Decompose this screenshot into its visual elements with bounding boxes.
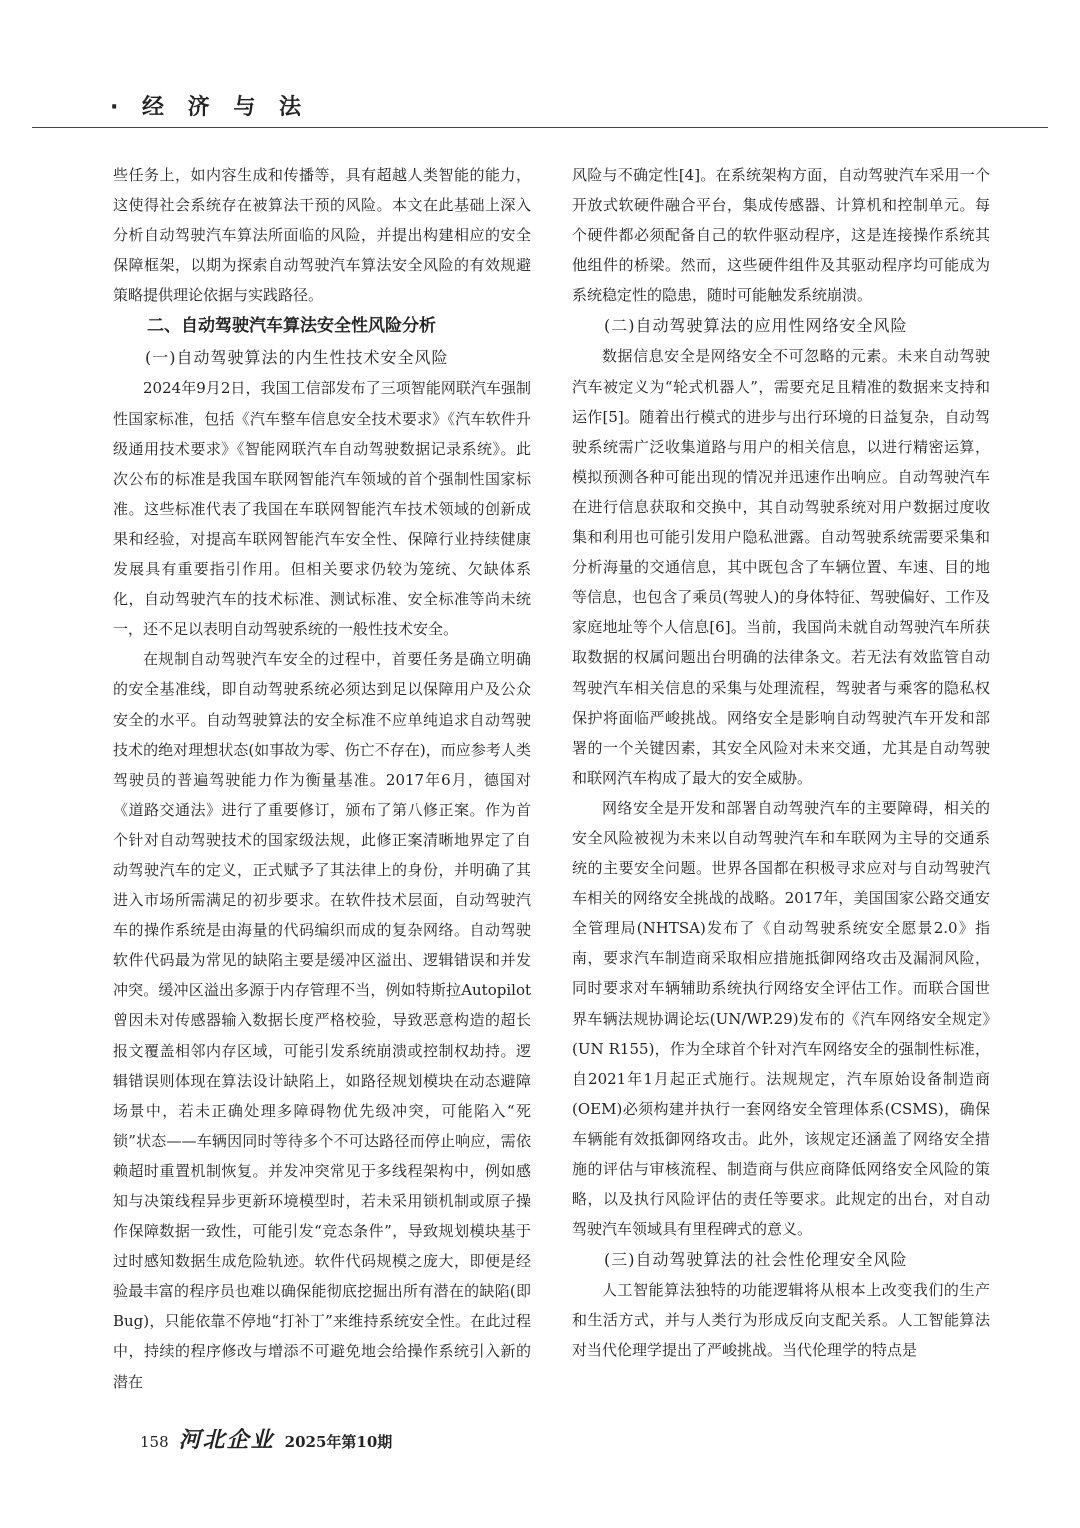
section-header: · 经 济 与 法 [110,95,309,120]
paragraph: 人工智能算法独特的功能逻辑将从根本上改变我们的生产和生活方式，并与人类行为形成反向支配关系。人工智能算法对当代伦理学提出了严峻挑战。当代伦理学的特点是 [572,1281,990,1360]
page-footer [140,1423,392,1454]
paragraph: 些任务上，如内容生成和传播等，具有超越人类智能的能力，这使得社会系统存在被算法干预的风险。本文在此基础上深入分析自动驾驶汽车算法所面临的风险，并提出构建相应的安全保障框架，以期为探索自动驾驶汽车算法安全风险的有效规避策略提供理论依据与实践路径。 [113,166,531,305]
journal-name: 河北企业 [178,1427,275,1453]
issue-label: 2025年第10期 [284,1433,393,1451]
subsection-heading: (二)自动驾驶算法的应用性网络安全风险 [604,316,908,336]
paragraph: 风险与不确定性[4]。在系统架构方面，自动驾驶汽车采用一个开放式软硬件融合平台，集成传感器、计算机和控制单元。每个硬件都必须配备自己的软件驱动程序，这是连接操作系统其他组件的桥梁。然而，这些硬件组件及其驱动程序均可能成为系统稳定性的隐患，随时可能触发系统崩溃。 [572,166,990,305]
section-heading: 二、自动驾驶汽车算法安全性风险分析 [147,316,436,337]
page-number: 158 [140,1433,169,1451]
paragraph: 在规制自动驾驶汽车安全的过程中，首要任务是确立明确的安全基准线，即自动驾驶系统必须达到足以保障用户及公众安全的水平。自动驾驶算法的安全标准不应单纯追求自动驾驶技术的绝对理想状态(如事故为零、伤亡不存在)，而应参考人类驾驶员的普遍驾驶能力作为衡量基准。2017年6月，德国对《道路交通法》进行了重要修订，颁布了第八修正案。作为首个针对自动驾驶技术的国家级法规，此修正案清晰地界定了自动驾驶汽车的定义，正式赋予了其法律上的身份，并明确了其进入市场所需满足的初步要求。在软件技术层面，自动驾驶汽车的操作系统是由海量的代码编织而成的复杂网络。自动驾驶软件代码最为常见的缺陷主要是缓冲区溢出、逻辑错误和并发冲突。缓冲区溢出多源于内存管理不当，例如特斯拉Autopilot曾因未对传感器输入数据长度严格校验，导致恶意构造的超长报文覆盖相邻内存区域，可能引发系统崩溃或控制权劫持。逻辑错误则体现在算法设计缺陷上，如路径规划模块在动态避障场景中，若未正确处理多障碍物优先级冲突，可能陷入“死锁”状态——车辆因同时等待多个不可达路径而停止响应，需依赖超时重置机制恢复。并发冲突常见于多线程架构中，例如感知与决策线程异步更新环境模型时，若未采用锁机制或原子操作保障数据一致性，可能引发“竞态条件”，导致规划模块基于过时感知数据生成危险轨迹。软件代码规模之庞大，即便是经验最丰富的程序员也难以确保能彻底挖掘出所有潜在的缺陷(即Bug)，只能依靠不停地“打补丁”来维持系统安全性。在此过程中，持续的程序修改与增添不可避免地会给操作系统引入新的潜在 [113,650,531,1391]
header-rule [32,127,1048,128]
paragraph: 网络安全是开发和部署自动驾驶汽车的主要障碍，相关的安全风险被视为未来以自动驾驶汽车和车联网为主导的交通系统的主要安全问题。世界各国都在积极寻求应对与自动驾驶汽车相关的网络安全挑战的战略。2017年，美国国家公路交通安全管理局(NHTSA)发布了《自动驾驶系统安全愿景2.0》指南，要求汽车制造商采取相应措施抵御网络攻击及漏洞风险，同时要求对车辆辅助系统执行网络安全评估工作。而联合国世界车辆法规协调论坛(UN/WP.29)发布的《汽车网络安全规定》(UN R155)，作为全球首个针对汽车网络安全的强制性标准，自2021年1月起正式施行。法规规定，汽车原始设备制造商(OEM)必须构建并执行一套网络安全管理体系(CSMS)，确保车辆能有效抵御网络攻击。此外，该规定还涵盖了网络安全措施的评估与审核流程、制造商与供应商降低网络安全风险的策略，以及执行风险评估的责任等要求。此规定的出台，对自动驾驶汽车领域具有里程碑式的意义。 [572,798,990,1239]
paragraph: 数据信息安全是网络安全不可忽略的元素。未来自动驾驶汽车被定义为“轮式机器人”，需要充足且精准的数据来支持和运作[5]。随着出行模式的进步与出行环境的日益复杂，自动驾驶系统需广泛收集道路与用户的相关信息，以进行精密运算，模拟预测各种可能出现的情况并迅速作出响应。自动驾驶汽车在进行信息获取和交换中，其自动驾驶系统对用户数据过度收集和利用也可能引发用户隐私泄露。自动驾驶系统需要采集和分析海量的交通信息，其中既包含了车辆位置、车速、目的地等信息，也包含了乘员(驾驶人)的身体特征、驾驶偏好、工作及家庭地址等个人信息[6]。当前，我国尚未就自动驾驶汽车所获取数据的权属问题出台明确的法律条文。若无法有效监管自动驾驶汽车相关信息的采集与处理流程，驾驶者与乘客的隐私权保护将面临严峻挑战。网络安全是影响自动驾驶汽车开发和部署的一个关键因素，其安全风险对未来交通，尤其是自动驾驶和联网汽车构成了最大的安全威胁。 [572,347,990,787]
subsection-heading: (一)自动驾驶算法的内生性技术安全风险 [145,348,449,368]
right-column [572,160,990,1366]
left-column [113,160,531,1397]
paragraph: 2024年9月2日，我国工信部发布了三项智能网联汽车强制性国家标准，包括《汽车整车信息安全技术要求》《汽车软件升级通用技术要求》《智能网联汽车自动驾驶数据记录系统》。此次公布的标准是我国车联网智能汽车领域的首个强制性国家标准。这些标准代表了我国在车联网智能汽车技术领域的创新成果和经验，对提高车联网智能汽车安全性、保障行业持续健康发展具有重要指引作用。但相关要求仍较为笼统、欠缺体系化，自动驾驶汽车的技术标准、测试标准、安全标准等尚未统一，还不足以表明自动驾驶系统的一般性技术安全。 [113,379,531,639]
subsection-heading: (三)自动驾驶算法的社会性伦理安全风险 [604,1250,908,1270]
